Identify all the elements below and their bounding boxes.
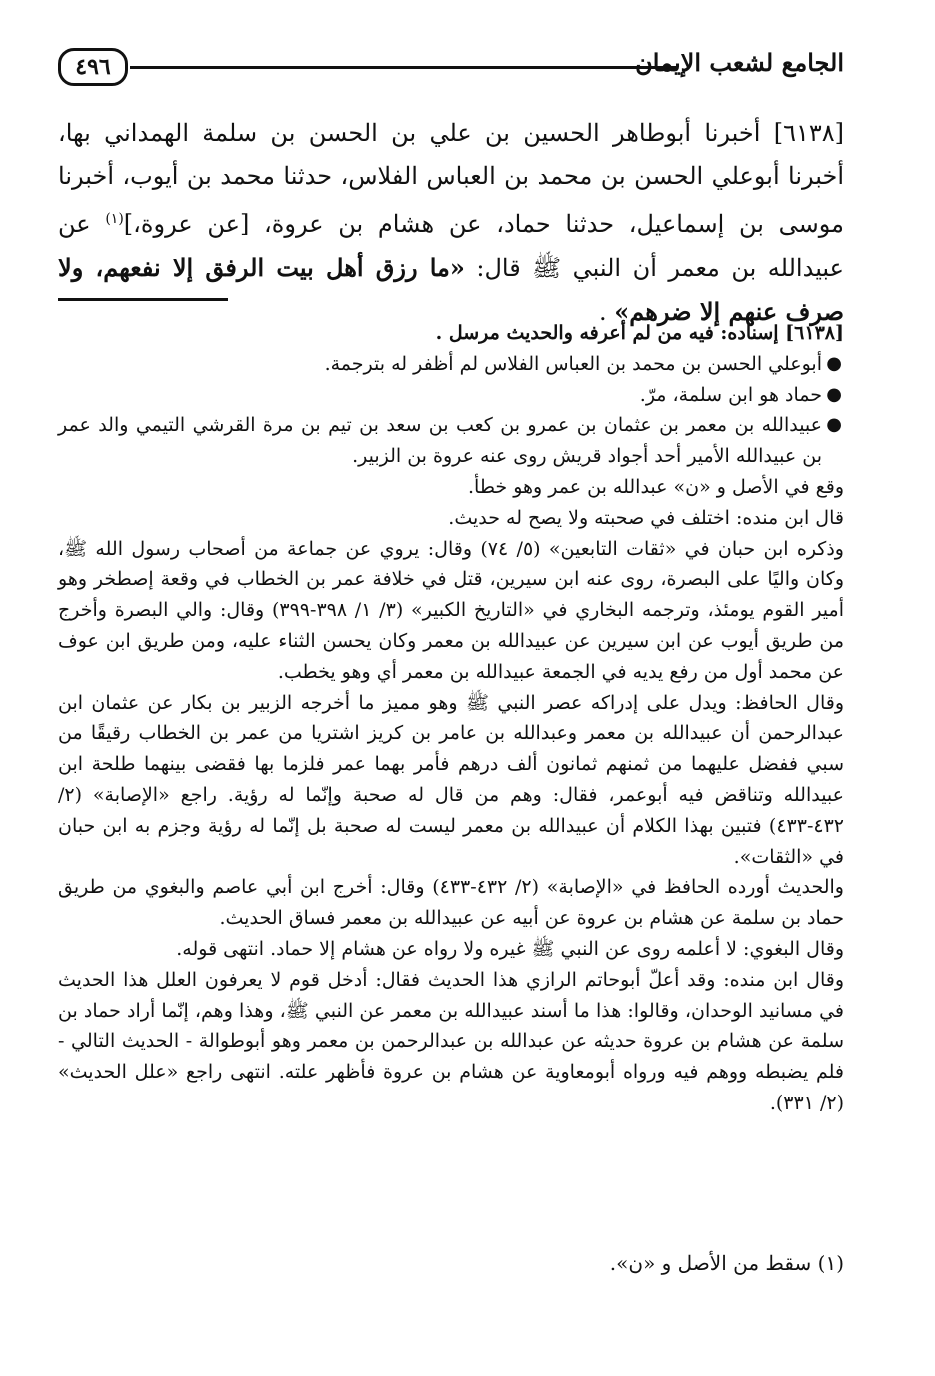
note-paragraph: وقال الحافظ: ويدل على إدراكه عصر النبي ﷺ وهو مميز ما أخرجه الزبير بن بكار عن عثمان ابن عبدالرحمن أن عبيدالله بن معمر وعبدالله بن عامر بن كريز اشتريا من عمر بن الخطاب رقيقًا من سبي ففضل عليهما من ثمنهم ثمانون ألف درهم فأمر بهما عمر فلزما بها فقضى بينهما طلحة ابن عبيدالله وتناقض فيه أبوعمر، فقال: وهم من قال له صحبة وإنّما له رؤية. راجع «الإصابة» (٢/ ٤٣٢-٤٣٣) فتبين بهذا الكلام أن عبيدالله بن معمر ليست له صحبة بل إنّما له رؤية وجزم به ابن حبان في «الثقات». (58, 691, 844, 868)
main-end: . (598, 298, 615, 326)
bullet-icon: ● (826, 414, 842, 436)
narrator-text: عبيدالله بن معمر بن عثمان بن عمرو بن كعب بن سعد بن تيم بن مرة القرشي التيمي والد عمر بن عبيدالله الأمير أحد أجواد قريش روى عنه عروة بن الزبير. (58, 414, 822, 468)
isnad-label: [٦١٣٨] إسناده: (720, 322, 844, 344)
narrator-text: أبوعلي الحسن بن محمد بن العباس الفلاس لم أظفر له بترجمة. (324, 352, 822, 375)
bullet-icon: ● (826, 352, 842, 374)
isnad-line (58, 318, 844, 349)
page-header (58, 40, 844, 96)
note-paragraph: والحديث أورده الحافظ في «الإصابة» (٢/ ٤٣٢-٤٣٣) وقال: أخرج ابن أبي عاصم والبغوي من طريق حماد بن سلمة عن هشام بن عروة عن أبيه عن عبيدالله بن معمر فساق الحديث. (58, 876, 844, 930)
narrator-item (58, 410, 844, 472)
note-paragraph: قال ابن منده: اختلف في صحبته ولا يصح له حديث. (448, 506, 844, 529)
narrator-list (58, 349, 844, 472)
text-divider (58, 298, 228, 301)
page-number: ٤٩٦ (58, 48, 128, 86)
isnad-text: فيه من لم أعرفه والحديث مرسل . (435, 322, 721, 344)
note-paragraph: وقال البغوي: لا أعلمه روى عن النبي ﷺ غيره ولا رواه عن هشام إلا حماد. انتهى قوله. (176, 937, 844, 960)
note-paragraph: وذكره ابن حبان في «ثقات التابعين» (٥/ ٧٤) وقال: يروي عن جماعة من أصحاب رسول الله ﷺ، وكان واليًا على البصرة، روى عنه ابن سيرين، قتل في خلافة عمر بن الخطاب في وقعة إصطخر وهو أمير القوم يومئذ، وترجمه البخاري في «التاريخ الكبير» (٣/ ١/ ٣٩٨-٣٩٩) وقال: والي البصرة وأخرج من طريق أيوب عن ابن سيرين عن عبيدالله بن معمر وكان يحسن الثناء عليه، ومن طريق ابن عوف عن محمد أول من رفع يديه في الجمعة عبيدالله بن معمر أي وهو يخطب. (58, 537, 844, 683)
hadith-text: «ما رزق أهل بيت الرفق إلا نفعهم، ولا صرف عنهم إلا ضرهم» (58, 253, 844, 326)
footnote: (١) سقط من الأصل و «ن». (609, 1251, 844, 1275)
commentary (58, 318, 844, 1119)
narrator-item (58, 380, 844, 411)
footnote-ref[interactable]: (١) (105, 211, 124, 227)
bullet-icon: ● (826, 383, 842, 405)
narrator-text: حماد هو ابن سلمة، مرّ. (639, 383, 822, 406)
main-intro: [٦١٣٨] أخبرنا أبوطاهر الحسين بن علي بن الحسن بن سلمة الهمداني بها، أخبرنا أبوعلي الحسن بن محمد بن العباس الفلاس، حدثنا محمد بن أيوب، أخبرنا موسى بن إسماعيل، حدثنا حماد، عن هشام بن عروة، [عن عروة،] (58, 119, 845, 238)
book-page (58, 0, 844, 1376)
running-title: الجامع لشعب الإيمان (635, 48, 844, 77)
narrator-item (58, 349, 844, 380)
header-rule (130, 66, 676, 69)
main-after-mark: عن عبيدالله بن معمر أن النبي ﷺ قال: (58, 210, 844, 282)
note-paragraph: وقال ابن منده: وقد أعلّ أبوحاتم الرازي هذا الحديث فقال: أدخل قوم لا يعرفون العلل هذا الحديث في مسانيد الوحدان، وقالوا: هذا ما أسند عبيدالله بن معمر عن النبي ﷺ، وهذا وهم، إنّما أراد حماد بن سلمة عن هشام بن عروة حديثه عن عبدالله بن عبدالرحمن بن معمر وهو أبوطوالة - الحديث التالي - فلم يضبطه ووهم فيه ورواه أبومعاوية عن هشام بن عروة فأظهر علته. انتهى راجع «علل الحديث» (٢/ ٣٣١). (58, 968, 844, 1114)
note-paragraph: وقع في الأصل و «ن» عبدالله بن عمر وهو خطأ. (468, 475, 844, 498)
